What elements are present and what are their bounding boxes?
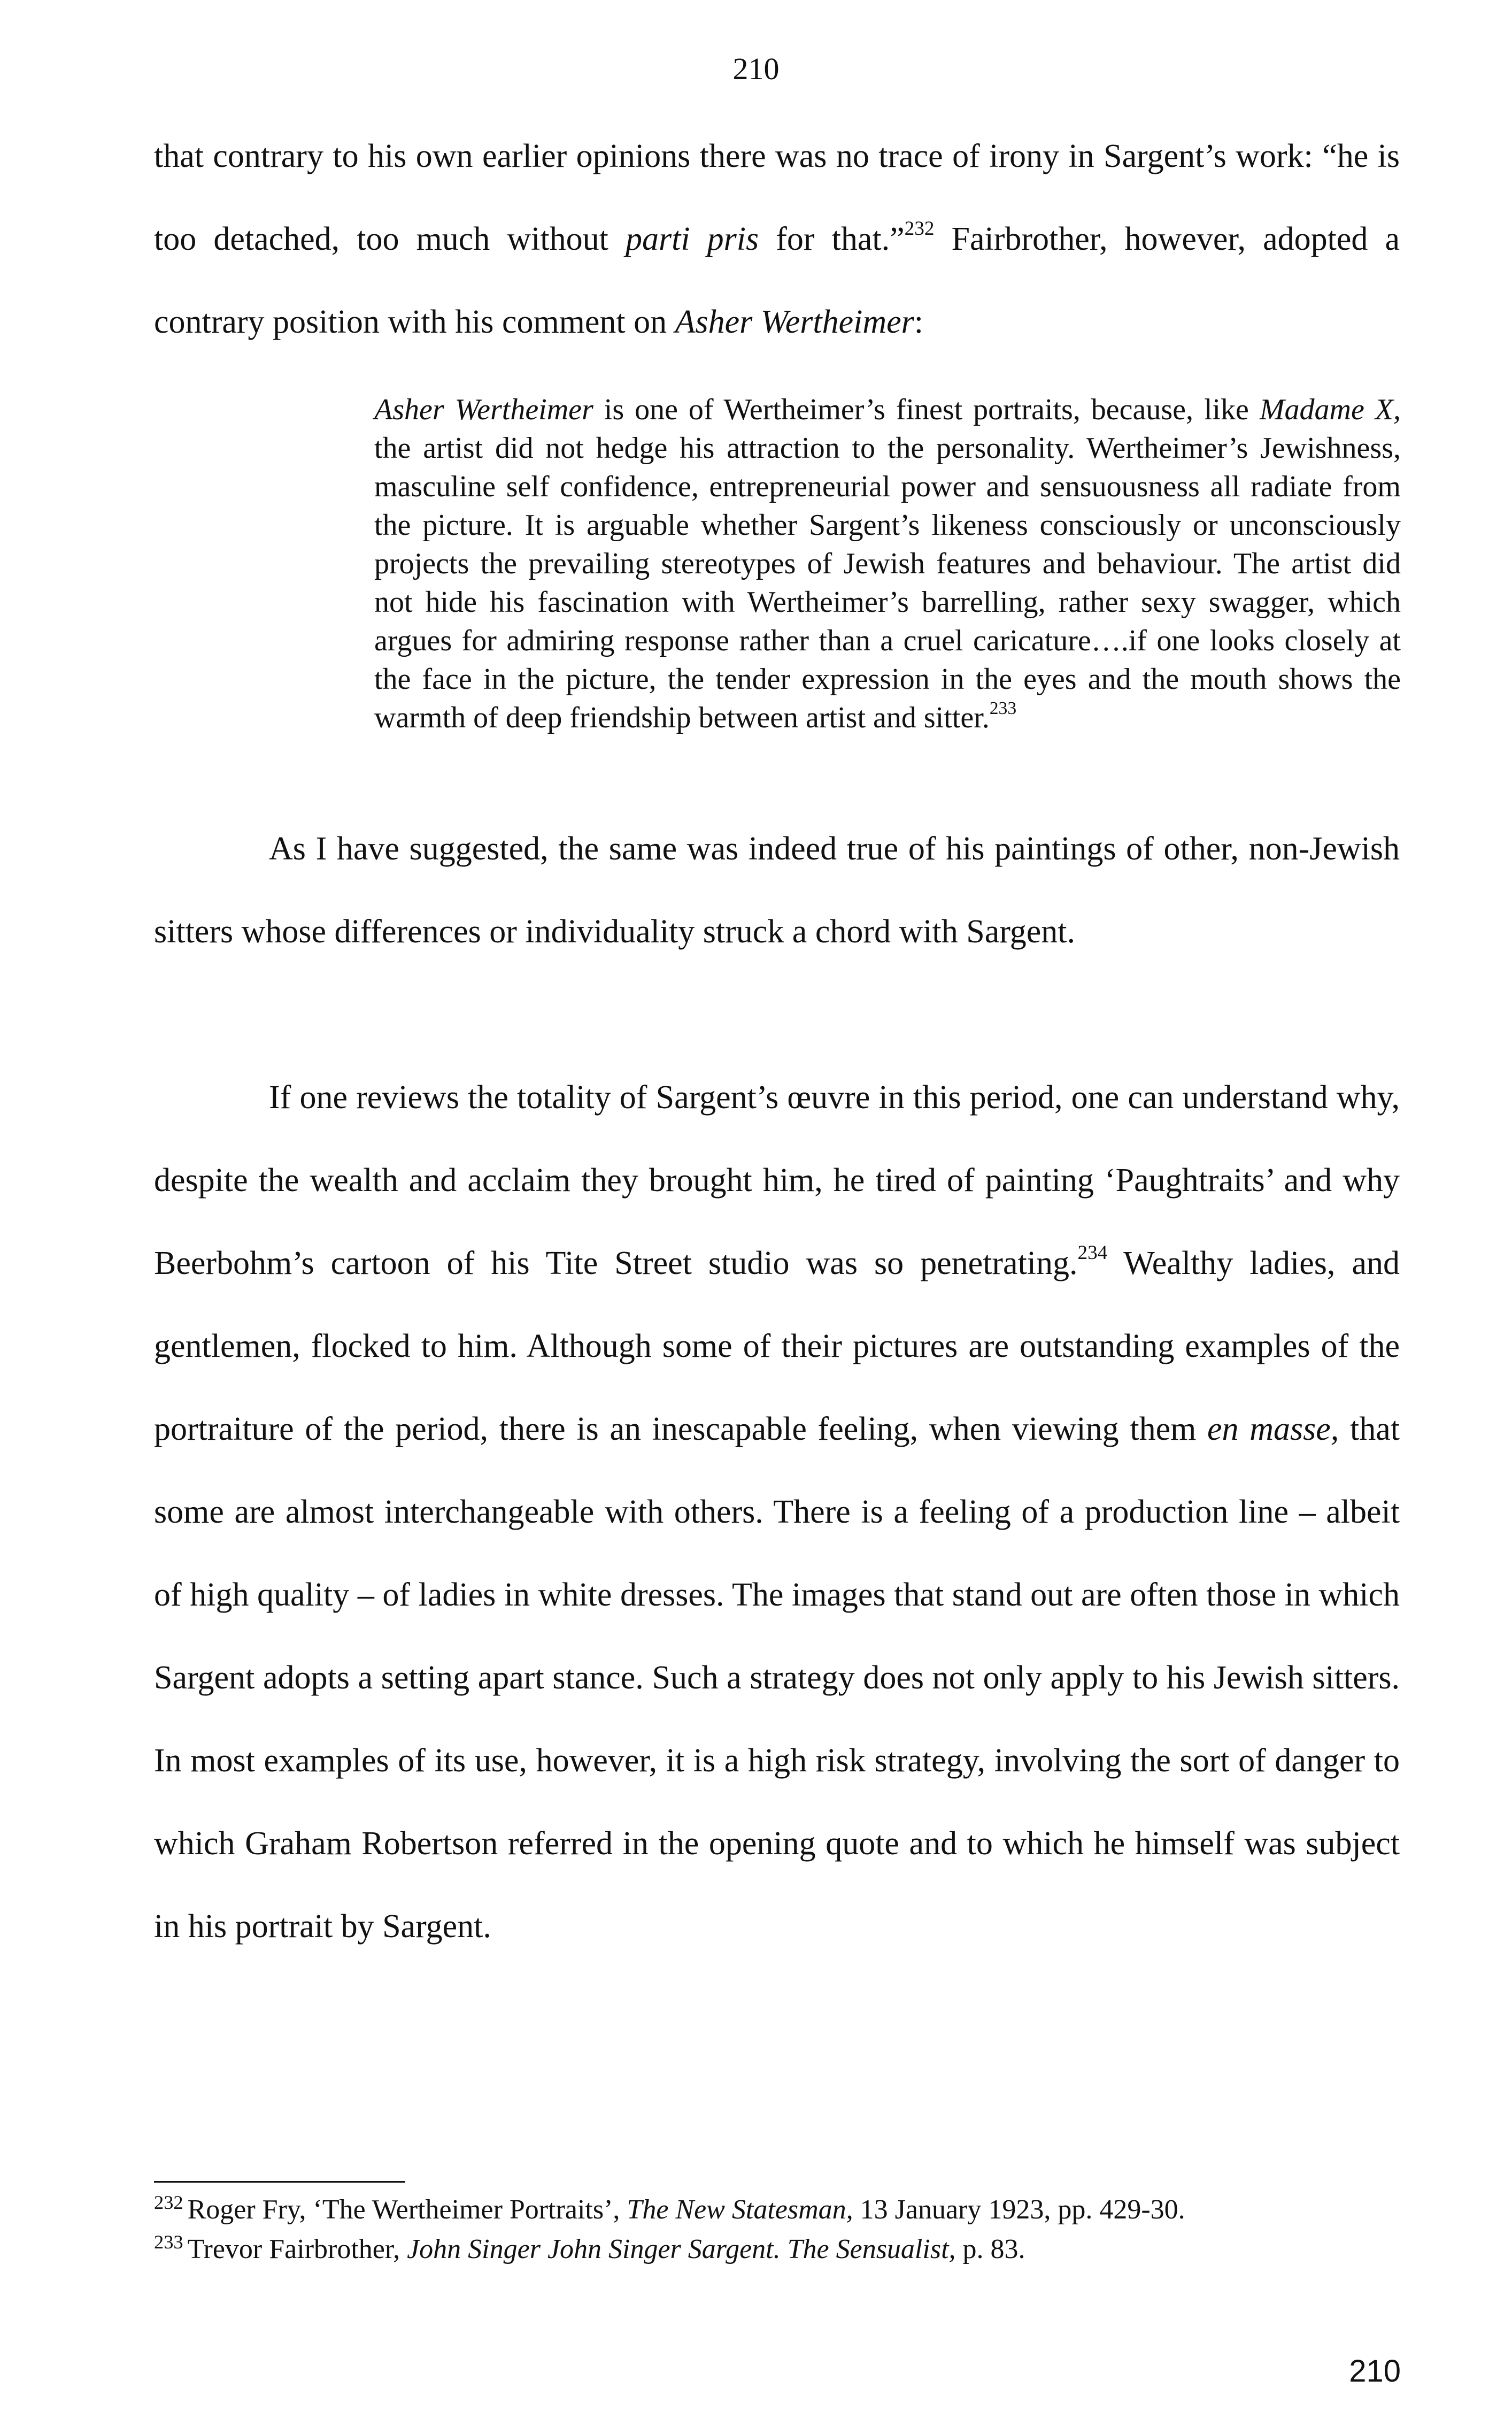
footnote-233 bbox=[154, 2230, 1400, 2269]
footnote-text: Roger Fry, ‘The Wertheimer Portraits’, bbox=[187, 2194, 627, 2225]
page-number-bottom: 210 bbox=[1349, 2354, 1401, 2389]
footnote-ref-233[interactable]: 233 bbox=[989, 698, 1017, 718]
footnote-232 bbox=[154, 2190, 1400, 2230]
para3-text-1: If one reviews the totality of Sargent’s œuvre in this period, one can understand why, despite the wealth and acclaim they brought him, he tired of painting ‘Paughtraits’ and why Beerbohm’s cartoon of his Tite Street studio was so penetrating. bbox=[154, 1079, 1400, 1281]
para1-text-3: Fairbrother, however, adopted a contrary position with his comment on bbox=[154, 221, 1400, 340]
footnote-italic: John Singer John Singer Sargent. The Sensualist, bbox=[407, 2234, 956, 2264]
footnote-italic: The New Statesman, bbox=[627, 2194, 853, 2225]
para1-text-4: : bbox=[914, 304, 924, 340]
para1-italic-parti-pris: parti pris bbox=[625, 221, 759, 257]
footnote-text: 13 January 1923, pp. 429-30. bbox=[853, 2194, 1185, 2225]
footnote-text: Trevor Fairbrother, bbox=[187, 2234, 407, 2264]
para1-italic-asher-wertheimer: Asher Wertheimer bbox=[675, 304, 914, 340]
footnote-ref-232[interactable]: 232 bbox=[904, 218, 935, 240]
para3-text-3: that some are almost interchangeable with others. There is a feeling of a production line – albeit of high quality – of ladies in white dresses. The images that stand out are often those in which Sargent adopts a setting apart stance. Such a strategy does not only apply to his Jewish sitters. In most examples of its use, however, it is a high risk strategy, involving the sort of danger to which Graham Robertson referred in the opening quote and to which he himself was subject in his portrait by Sargent. bbox=[154, 1411, 1400, 1945]
quote-italic-asher-wertheimer: Asher Wertheimer bbox=[374, 393, 593, 426]
block-quote bbox=[374, 390, 1401, 737]
page-number-top: 210 bbox=[732, 51, 780, 86]
quote-italic-madame-x: Madame X, bbox=[1259, 393, 1401, 426]
body-paragraph-3 bbox=[154, 1056, 1400, 1968]
para3-italic-en-masse: en masse, bbox=[1207, 1411, 1339, 1447]
footnote-number: 233 bbox=[154, 2231, 183, 2253]
para1-text-2: for that.” bbox=[759, 221, 905, 257]
footnote-text: p. 83. bbox=[955, 2234, 1025, 2264]
body-paragraph-2: As I have suggested, the same was indeed true of his paintings of other, non-Jewish sitters whose differences or individuality struck a chord with Sargent. bbox=[154, 831, 1400, 950]
para3-text-2: Wealthy ladies, and gentlemen, flocked to him. Although some of their pictures are outstanding examples of the portraiture of the period, there is an inescapable feeling, when viewing them bbox=[154, 1245, 1400, 1447]
footnote-number: 232 bbox=[154, 2191, 183, 2213]
footnotes bbox=[154, 2190, 1400, 2269]
para1-text-1: that contrary to his own earlier opinions there was no trace of irony in Sargent’s work: “he is too detached, too much without bbox=[154, 138, 1400, 257]
footnote-separator bbox=[154, 2181, 405, 2183]
footnote-ref-234[interactable]: 234 bbox=[1077, 1242, 1108, 1264]
quote-text-2: the artist did not hedge his attraction to the personality. Wertheimer’s Jewishness, masculine self confidence, entrepreneurial power and sensuousness all radiate from the picture. It is arguable whether Sargent’s likeness consciously or unconsciously projects the prevailing stereotypes of Jewish features and behaviour. The artist did not hide his fascination with Wertheimer’s barrelling, rather sexy swagger, which argues for admiring response rather than a cruel caricature….if one looks closely at the face in the picture, the tender expression in the eyes and the mouth shows the warmth of deep friendship between artist and sitter. bbox=[374, 432, 1401, 734]
body-paragraph-1 bbox=[154, 115, 1400, 364]
quote-text-1: is one of Wertheimer’s finest portraits, because, like bbox=[593, 393, 1260, 426]
